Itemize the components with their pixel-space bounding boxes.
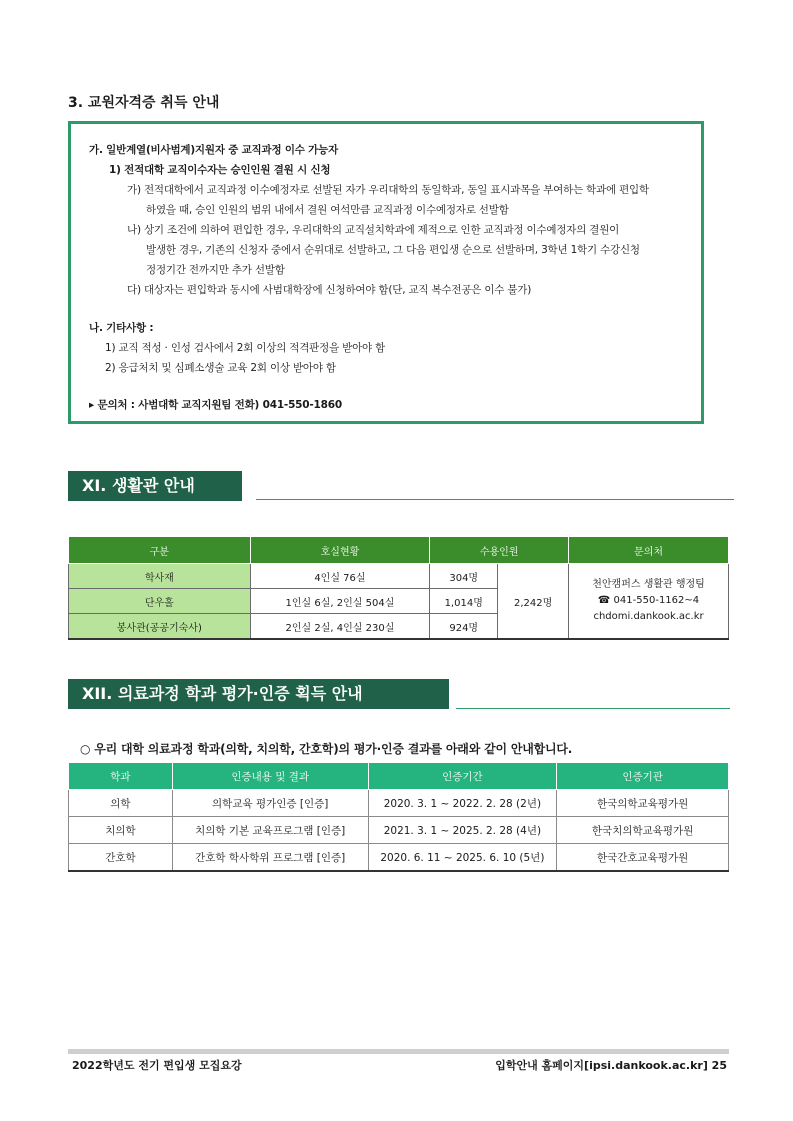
footer-page: 입학안내 홈페이지[ipsi.dankook.ac.kr] 25 <box>495 1059 727 1072</box>
accreditation-intro: ○ 우리 대학 의료과정 학과(의학, 치의학, 간호학)의 평가·인증 결과를 아래와 같이 안내합니다. <box>80 742 573 756</box>
acc-header-agency: 인증기관 <box>557 763 729 790</box>
dorm-header-contact: 문의처 <box>569 537 729 564</box>
na-title: 나. 기타사항 : <box>89 322 154 334</box>
ga-item-1: 1) 전적대학 교직이수자는 승인인원 결원 시 신청 <box>109 164 331 176</box>
acc-period: 2020. 3. 1 ~ 2022. 2. 28 (2년) <box>368 790 557 817</box>
dorm-header-rooms: 호실현황 <box>250 537 430 564</box>
ga-sub-na-line2: 발생한 경우, 기존의 신청자 중에서 순위대로 선발하고, 그 다음 편입생 순으로 선발하며, 3학년 1학기 수강신청 <box>146 244 640 256</box>
acc-agency: 한국간호교육평가원 <box>557 844 729 872</box>
dorm-rooms: 1인실 6실, 2인실 504실 <box>250 589 430 614</box>
acc-dept: 간호학 <box>69 844 173 872</box>
accreditation-table <box>68 762 729 872</box>
dorm-contact-web: chdomi.dankook.ac.kr <box>593 611 704 622</box>
na-item-1: 1) 교직 적성 · 인성 검사에서 2회 이상의 적격판정을 받아야 함 <box>105 342 386 354</box>
acc-agency: 한국의학교육평가원 <box>557 790 729 817</box>
dorm-name: 학사재 <box>69 564 251 589</box>
dorm-rooms: 2인실 2실, 4인실 230실 <box>250 614 430 640</box>
section12-rule <box>456 708 730 709</box>
dorm-table <box>68 536 729 640</box>
dorm-contact-office: 천안캠퍼스 생활관 행정팀 <box>592 579 705 590</box>
acc-header-content: 인증내용 및 결과 <box>172 763 368 790</box>
acc-header-period: 인증기간 <box>368 763 557 790</box>
dorm-contact <box>569 564 729 640</box>
dorm-name: 봉사관(공공기숙사) <box>69 614 251 640</box>
acc-period: 2020. 6. 11 ~ 2025. 6. 10 (5년) <box>368 844 557 872</box>
section11-rule <box>256 499 734 500</box>
section11-header: XI. 생활관 안내 <box>68 471 242 501</box>
dorm-name: 단우홀 <box>69 589 251 614</box>
teacher-cert-box <box>68 121 704 424</box>
acc-dept: 치의학 <box>69 817 173 844</box>
dorm-rooms: 4인실 76실 <box>250 564 430 589</box>
dorm-capacity: 924명 <box>430 614 498 640</box>
ga-sub-na-line3: 정정기간 전까지만 추가 선발함 <box>146 264 285 276</box>
table-row <box>69 564 729 589</box>
table-row <box>69 790 729 817</box>
ga-sub-ga-line2: 하였을 때, 승인 인원의 범위 내에서 결원 여석만큼 교직과정 이수예정자로 선발함 <box>146 204 509 216</box>
table-row <box>69 844 729 872</box>
footer-title: 2022학년도 전기 편입생 모집요강 <box>72 1059 242 1072</box>
acc-period: 2021. 3. 1 ~ 2025. 2. 28 (4년) <box>368 817 557 844</box>
acc-content: 간호학 학사학위 프로그램 [인증] <box>172 844 368 872</box>
footer-bar <box>68 1049 729 1054</box>
ga-sub-ga-line1: 가) 전적대학에서 교직과정 이수예정자로 선발된 자가 우리대학의 동일학과, 동일 표시과목을 부여하는 학과에 편입학 <box>127 184 649 196</box>
dorm-capacity: 1,014명 <box>430 589 498 614</box>
acc-header-dept: 학과 <box>69 763 173 790</box>
ga-title: 가. 일반계열(비사범계)지원자 중 교직과정 이수 가능자 <box>89 144 339 156</box>
acc-dept: 의학 <box>69 790 173 817</box>
dorm-capacity: 304명 <box>430 564 498 589</box>
acc-content: 의학교육 평가인증 [인증] <box>172 790 368 817</box>
acc-agency: 한국치의학교육평가원 <box>557 817 729 844</box>
acc-content: 치의학 기본 교육프로그램 [인증] <box>172 817 368 844</box>
contact-line: ▸ 문의처 : 사범대학 교직지원팀 전화) 041-550-1860 <box>89 399 342 411</box>
section3-title: 3. 교원자격증 취득 안내 <box>68 95 220 111</box>
ga-sub-na-line1: 나) 상기 조건에 의하여 편입한 경우, 우리대학의 교직설치학과에 제적으로 인한 교직과정 이수예정자의 결원이 <box>127 224 620 236</box>
dorm-total: 2,242명 <box>498 564 569 640</box>
dorm-header-category: 구분 <box>69 537 251 564</box>
section12-header: XII. 의료과정 학과 평가·인증 획득 안내 <box>68 679 449 709</box>
table-row <box>69 817 729 844</box>
na-item-2: 2) 응급처치 및 심폐소생술 교육 2회 이상 받아야 함 <box>105 362 336 374</box>
dorm-header-capacity: 수용인원 <box>430 537 569 564</box>
ga-sub-da: 다) 대상자는 편입학과 동시에 사범대학장에 신청하여야 함(단, 교직 복수전공은 이수 불가) <box>127 284 532 296</box>
dorm-contact-phone: ☎ 041-550-1162~4 <box>597 595 700 606</box>
